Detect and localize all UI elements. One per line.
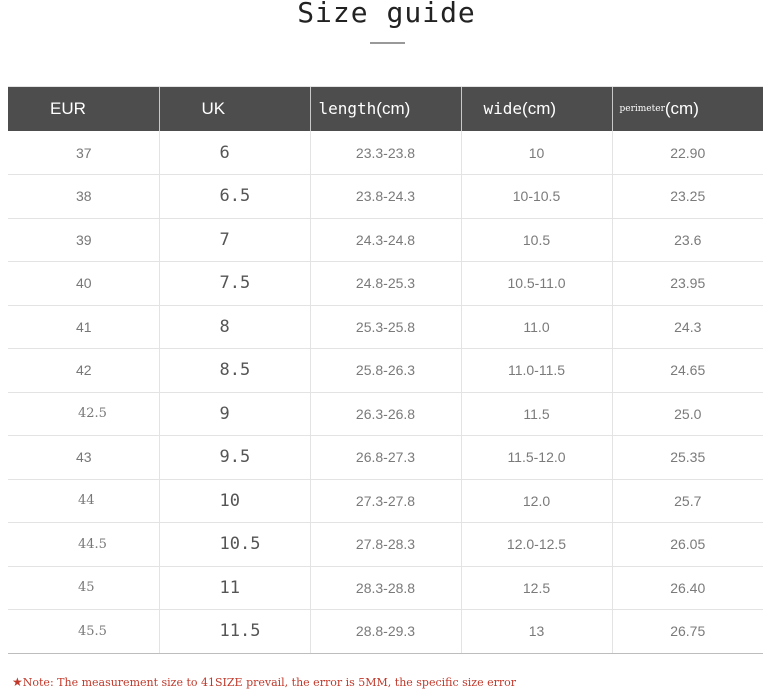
cell-wide: 10.5-11.0 xyxy=(461,262,612,306)
table-header-row xyxy=(8,87,763,131)
table-body xyxy=(8,131,763,653)
table-row xyxy=(8,349,763,393)
cell-uk: 7 xyxy=(159,218,310,262)
cell-uk: 9.5 xyxy=(159,436,310,480)
cell-eur: 45.5 xyxy=(8,610,159,654)
table-row xyxy=(8,392,763,436)
cell-eur: 42 xyxy=(8,349,159,393)
table-row xyxy=(8,523,763,567)
cell-eur: 41 xyxy=(8,305,159,349)
cell-uk: 9 xyxy=(159,392,310,436)
table-row xyxy=(8,131,763,175)
cell-eur: 38 xyxy=(8,175,159,219)
table-row xyxy=(8,610,763,654)
header-perimeter-unit: (cm) xyxy=(664,99,699,118)
table-row xyxy=(8,218,763,262)
size-table xyxy=(8,87,763,654)
cell-uk: 11.5 xyxy=(159,610,310,654)
note-text: Note: The measurement size to 41SIZE prevail, the error is 5MM, the specific size error xyxy=(22,676,517,689)
cell-perimeter: 26.75 xyxy=(612,610,763,654)
cell-uk: 6.5 xyxy=(159,175,310,219)
header-eur: EUR xyxy=(8,87,159,131)
header-length-word: length xyxy=(318,99,377,118)
cell-perimeter: 25.0 xyxy=(612,392,763,436)
header-length xyxy=(310,87,461,131)
cell-perimeter: 24.65 xyxy=(612,349,763,393)
cell-wide: 11.0 xyxy=(461,305,612,349)
header-wide-unit: (cm) xyxy=(522,99,557,118)
cell-perimeter: 26.40 xyxy=(612,566,763,610)
table-row xyxy=(8,479,763,523)
cell-wide: 12.0-12.5 xyxy=(461,523,612,567)
cell-perimeter: 23.95 xyxy=(612,262,763,306)
cell-wide: 12.5 xyxy=(461,566,612,610)
header-uk: UK xyxy=(159,87,310,131)
page-title: Size guide xyxy=(297,0,476,29)
header-perimeter xyxy=(612,87,763,131)
cell-wide: 10.5 xyxy=(461,218,612,262)
cell-perimeter: 24.3 xyxy=(612,305,763,349)
cell-eur: 44 xyxy=(8,479,159,523)
cell-uk: 6 xyxy=(159,131,310,175)
cell-perimeter: 23.6 xyxy=(612,218,763,262)
cell-length: 28.3-28.8 xyxy=(310,566,461,610)
table-row xyxy=(8,262,763,306)
cell-length: 25.8-26.3 xyxy=(310,349,461,393)
cell-length: 27.8-28.3 xyxy=(310,523,461,567)
cell-wide: 10 xyxy=(461,131,612,175)
table-row xyxy=(8,436,763,480)
cell-uk: 11 xyxy=(159,566,310,610)
cell-length: 28.8-29.3 xyxy=(310,610,461,654)
cell-length: 24.8-25.3 xyxy=(310,262,461,306)
cell-eur: 43 xyxy=(8,436,159,480)
table-row xyxy=(8,305,763,349)
cell-eur: 45 xyxy=(8,566,159,610)
cell-perimeter: 25.35 xyxy=(612,436,763,480)
table-row xyxy=(8,566,763,610)
cell-perimeter: 23.25 xyxy=(612,175,763,219)
cell-eur: 37 xyxy=(8,131,159,175)
cell-eur: 39 xyxy=(8,218,159,262)
title-divider xyxy=(370,42,405,44)
cell-eur: 42.5 xyxy=(8,392,159,436)
cell-wide: 13 xyxy=(461,610,612,654)
cell-perimeter: 22.90 xyxy=(612,131,763,175)
header-wide xyxy=(461,87,612,131)
cell-length: 26.8-27.3 xyxy=(310,436,461,480)
cell-uk: 10 xyxy=(159,479,310,523)
header-perimeter-word: perimeter xyxy=(619,104,665,114)
table-row xyxy=(8,175,763,219)
cell-length: 27.3-27.8 xyxy=(310,479,461,523)
cell-eur: 44.5 xyxy=(8,523,159,567)
cell-length: 23.3-23.8 xyxy=(310,131,461,175)
size-table-container xyxy=(8,86,763,655)
cell-wide: 12.0 xyxy=(461,479,612,523)
cell-wide: 11.5-12.0 xyxy=(461,436,612,480)
star-icon: ★ xyxy=(12,675,23,689)
cell-length: 24.3-24.8 xyxy=(310,218,461,262)
measurement-note xyxy=(12,675,516,689)
cell-perimeter: 25.7 xyxy=(612,479,763,523)
cell-uk: 8.5 xyxy=(159,349,310,393)
cell-length: 23.8-24.3 xyxy=(310,175,461,219)
cell-eur: 40 xyxy=(8,262,159,306)
cell-uk: 7.5 xyxy=(159,262,310,306)
header-length-unit: (cm) xyxy=(376,99,411,118)
cell-length: 25.3-25.8 xyxy=(310,305,461,349)
cell-perimeter: 26.05 xyxy=(612,523,763,567)
header-wide-word: wide xyxy=(483,99,523,118)
cell-wide: 10-10.5 xyxy=(461,175,612,219)
cell-wide: 11.5 xyxy=(461,392,612,436)
cell-wide: 11.0-11.5 xyxy=(461,349,612,393)
cell-uk: 8 xyxy=(159,305,310,349)
cell-uk: 10.5 xyxy=(159,523,310,567)
cell-length: 26.3-26.8 xyxy=(310,392,461,436)
